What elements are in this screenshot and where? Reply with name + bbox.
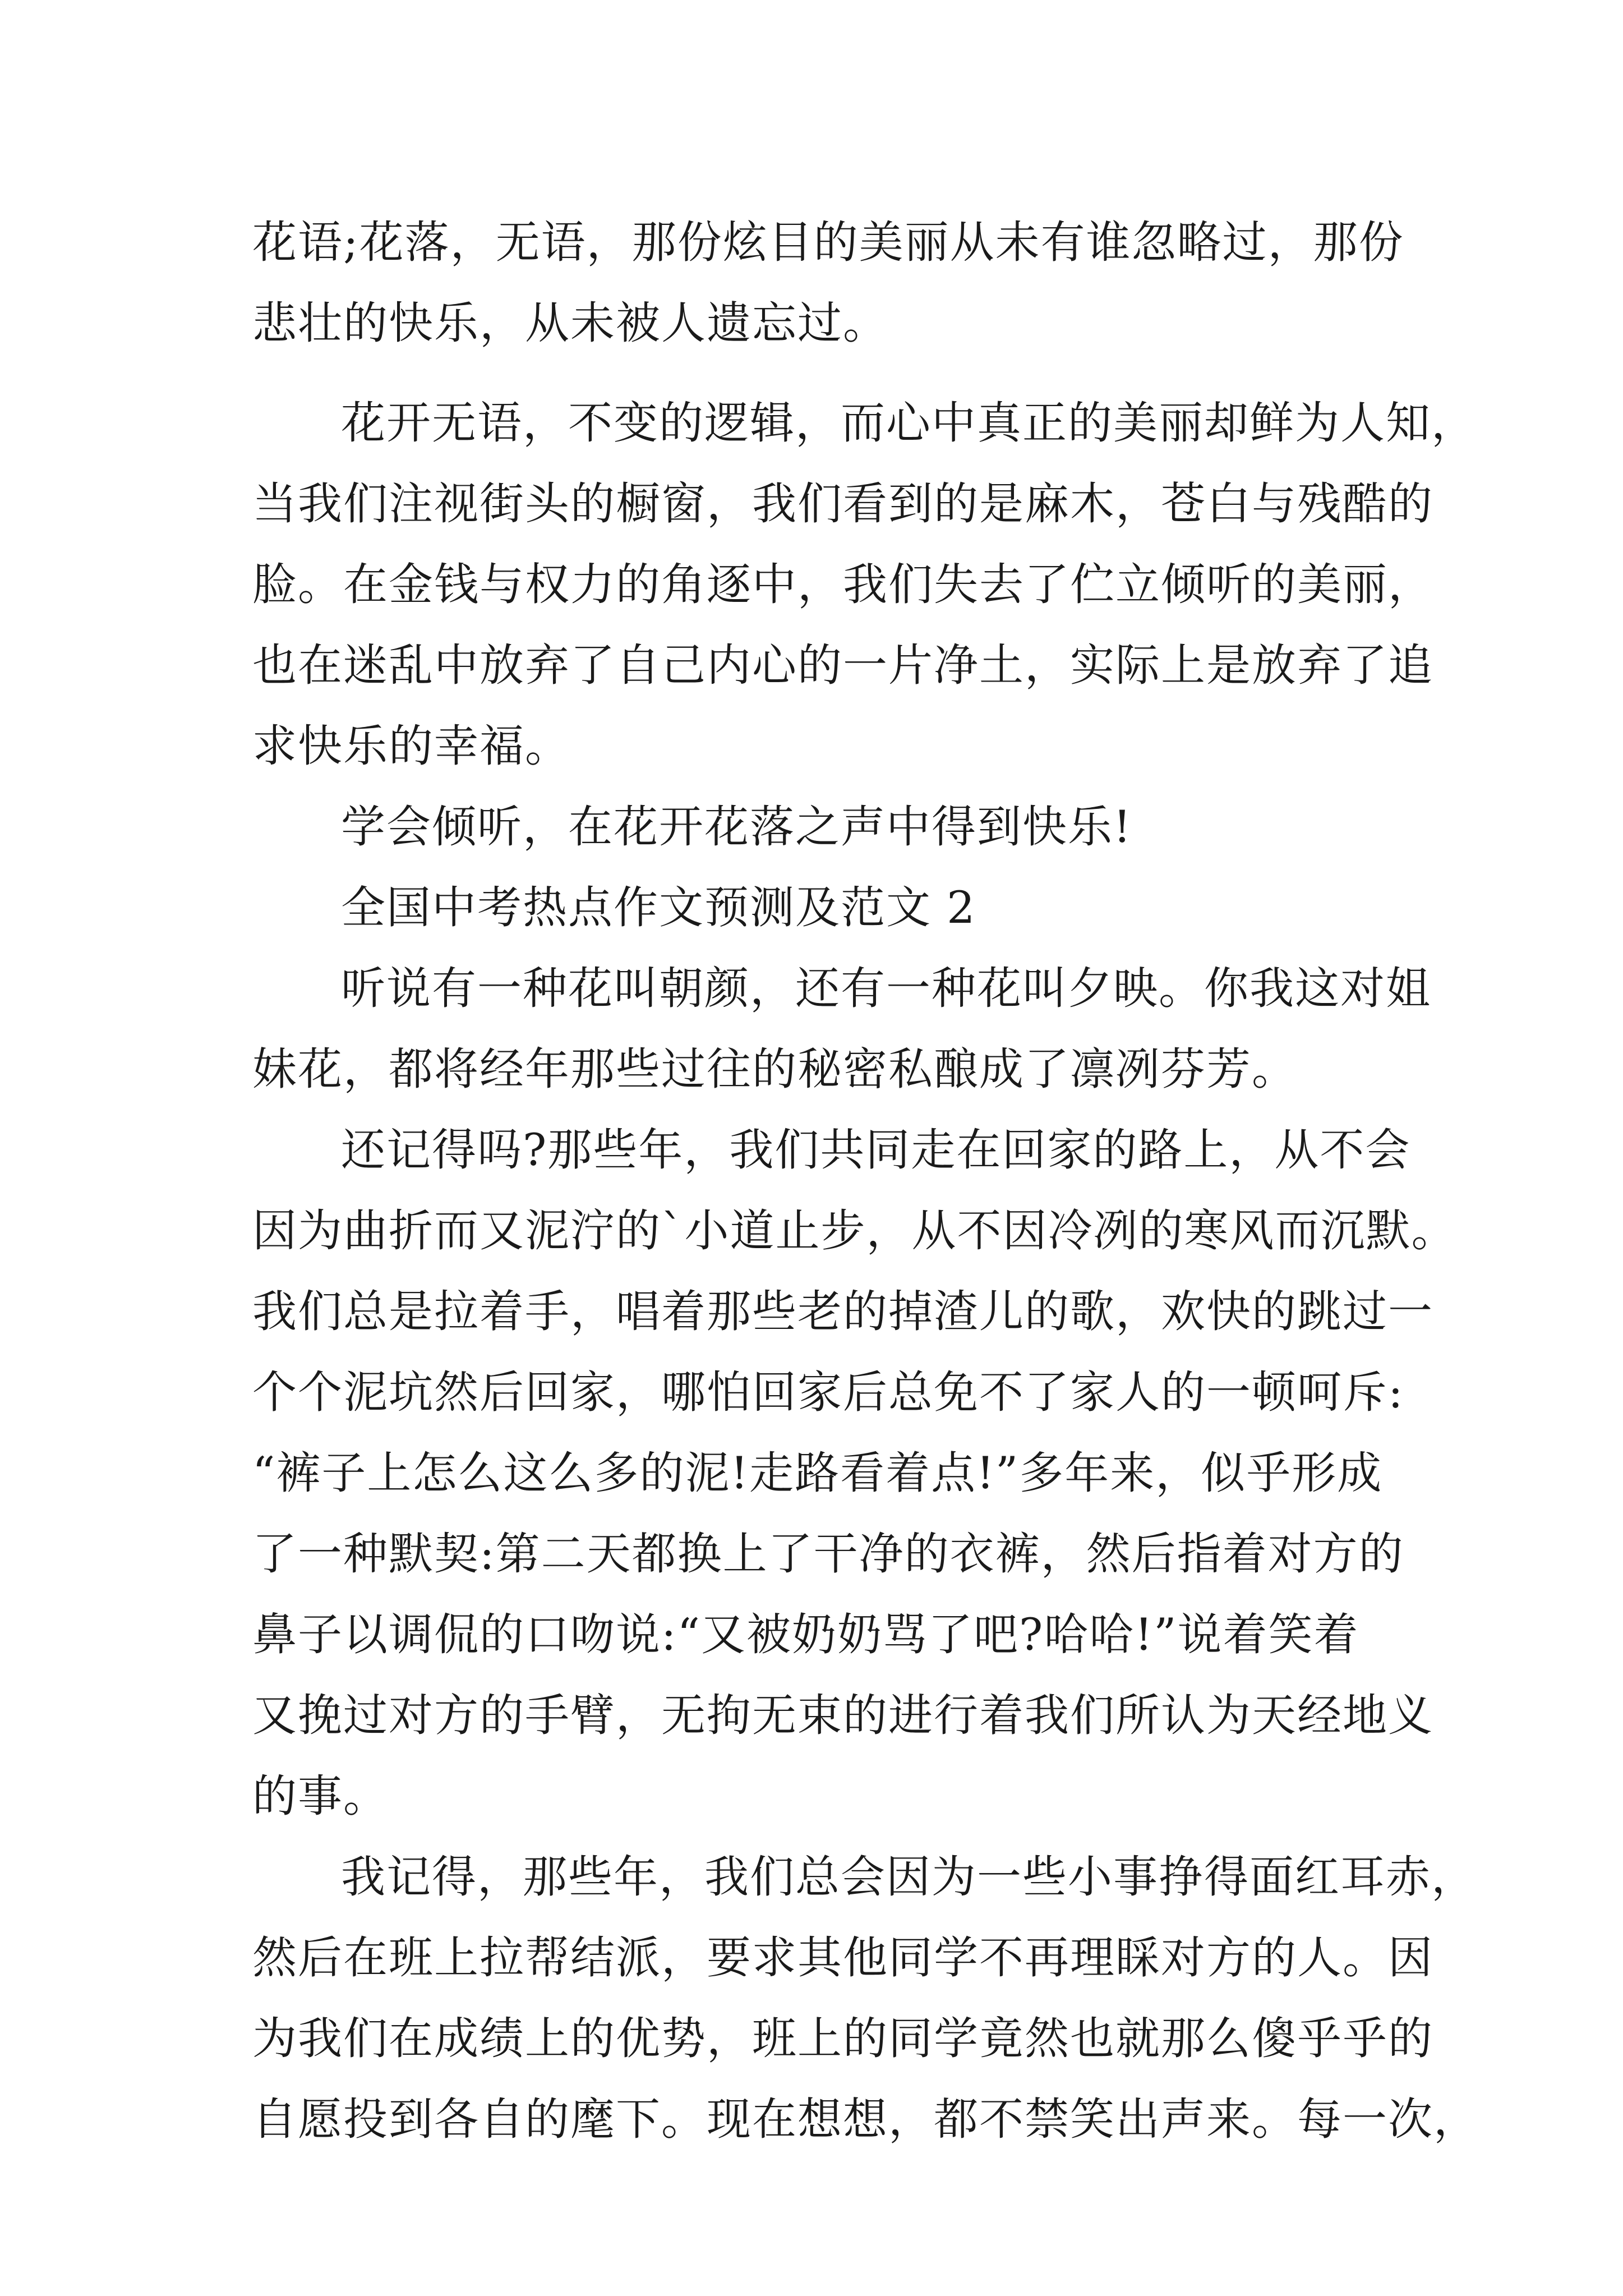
- text-line: 个个泥坑然后回家，哪怕回家后总免不了家人的一顿呵斥:: [252, 1366, 1404, 1418]
- text-line: 然后在班上拉帮结派，要求其他同学不再理睬对方的人。因: [252, 1932, 1433, 1984]
- text-line: 求快乐的幸福。: [252, 720, 570, 772]
- paragraph-start-line: 学会倾听，在花开花落之声中得到快乐!: [341, 801, 1132, 853]
- text-line: 脸。在金钱与权力的角逐中，我们失去了伫立倾听的美丽，: [252, 559, 1433, 610]
- section-title: 全国中考热点作文预测及范文 2: [341, 882, 976, 933]
- text-line: 悲壮的快乐，从未被人遗忘过。: [252, 297, 888, 349]
- text-line: 了一种默契:第二天都换上了干净的衣裤，然后指着对方的: [252, 1528, 1404, 1580]
- text-line: “裤子上怎么这么多的泥!走路看着点!”多年来，似乎形成: [252, 1447, 1383, 1499]
- text-line: 自愿投到各自的麾下。现在想想，都不禁笑出声来。每一次，: [252, 2093, 1479, 2145]
- text-line: 也在迷乱中放弃了自己内心的一片净土，实际上是放弃了追: [252, 639, 1433, 691]
- text-line: 当我们注视街头的橱窗，我们看到的是麻木，苍白与残酷的: [252, 478, 1433, 530]
- paragraph-start-line: 花开无语，不变的逻辑，而心中真正的美丽却鲜为人知，: [341, 397, 1477, 449]
- text-line: 为我们在成绩上的优势，班上的同学竟然也就那么傻乎乎的: [252, 2013, 1433, 2064]
- text-line: 妹花，都将经年那些过往的秘密私酿成了凛冽芬芳。: [252, 1043, 1297, 1095]
- text-line: 的事。: [252, 1770, 389, 1822]
- paragraph-start-line: 我记得，那些年，我们总会因为一些小事挣得面红耳赤，: [341, 1851, 1477, 1903]
- paragraph-start-line: 还记得吗?那些年，我们共同走在回家的路上，从不会: [341, 1124, 1411, 1176]
- paragraph-start-line: 听说有一种花叫朝颜，还有一种花叫夕映。你我这对姐: [341, 963, 1431, 1014]
- text-line: 因为曲折而又泥泞的`小道止步，从不因冷冽的寒风而沉默。: [252, 1205, 1457, 1257]
- text-line: 花语;花落，无语，那份炫目的美丽从未有谁忽略过，那份: [252, 217, 1404, 268]
- document-body: [252, 202, 1479, 2160]
- text-line: 我们总是拉着手，唱着那些老的掉渣儿的歌，欢快的跳过一: [252, 1286, 1433, 1337]
- text-line: 又挽过对方的手臂，无拘无束的进行着我们所认为天经地义: [252, 1690, 1433, 1741]
- text-line: 鼻子以调侃的口吻说:“又被奶奶骂了吧?哈哈!”说着笑着: [252, 1609, 1359, 1660]
